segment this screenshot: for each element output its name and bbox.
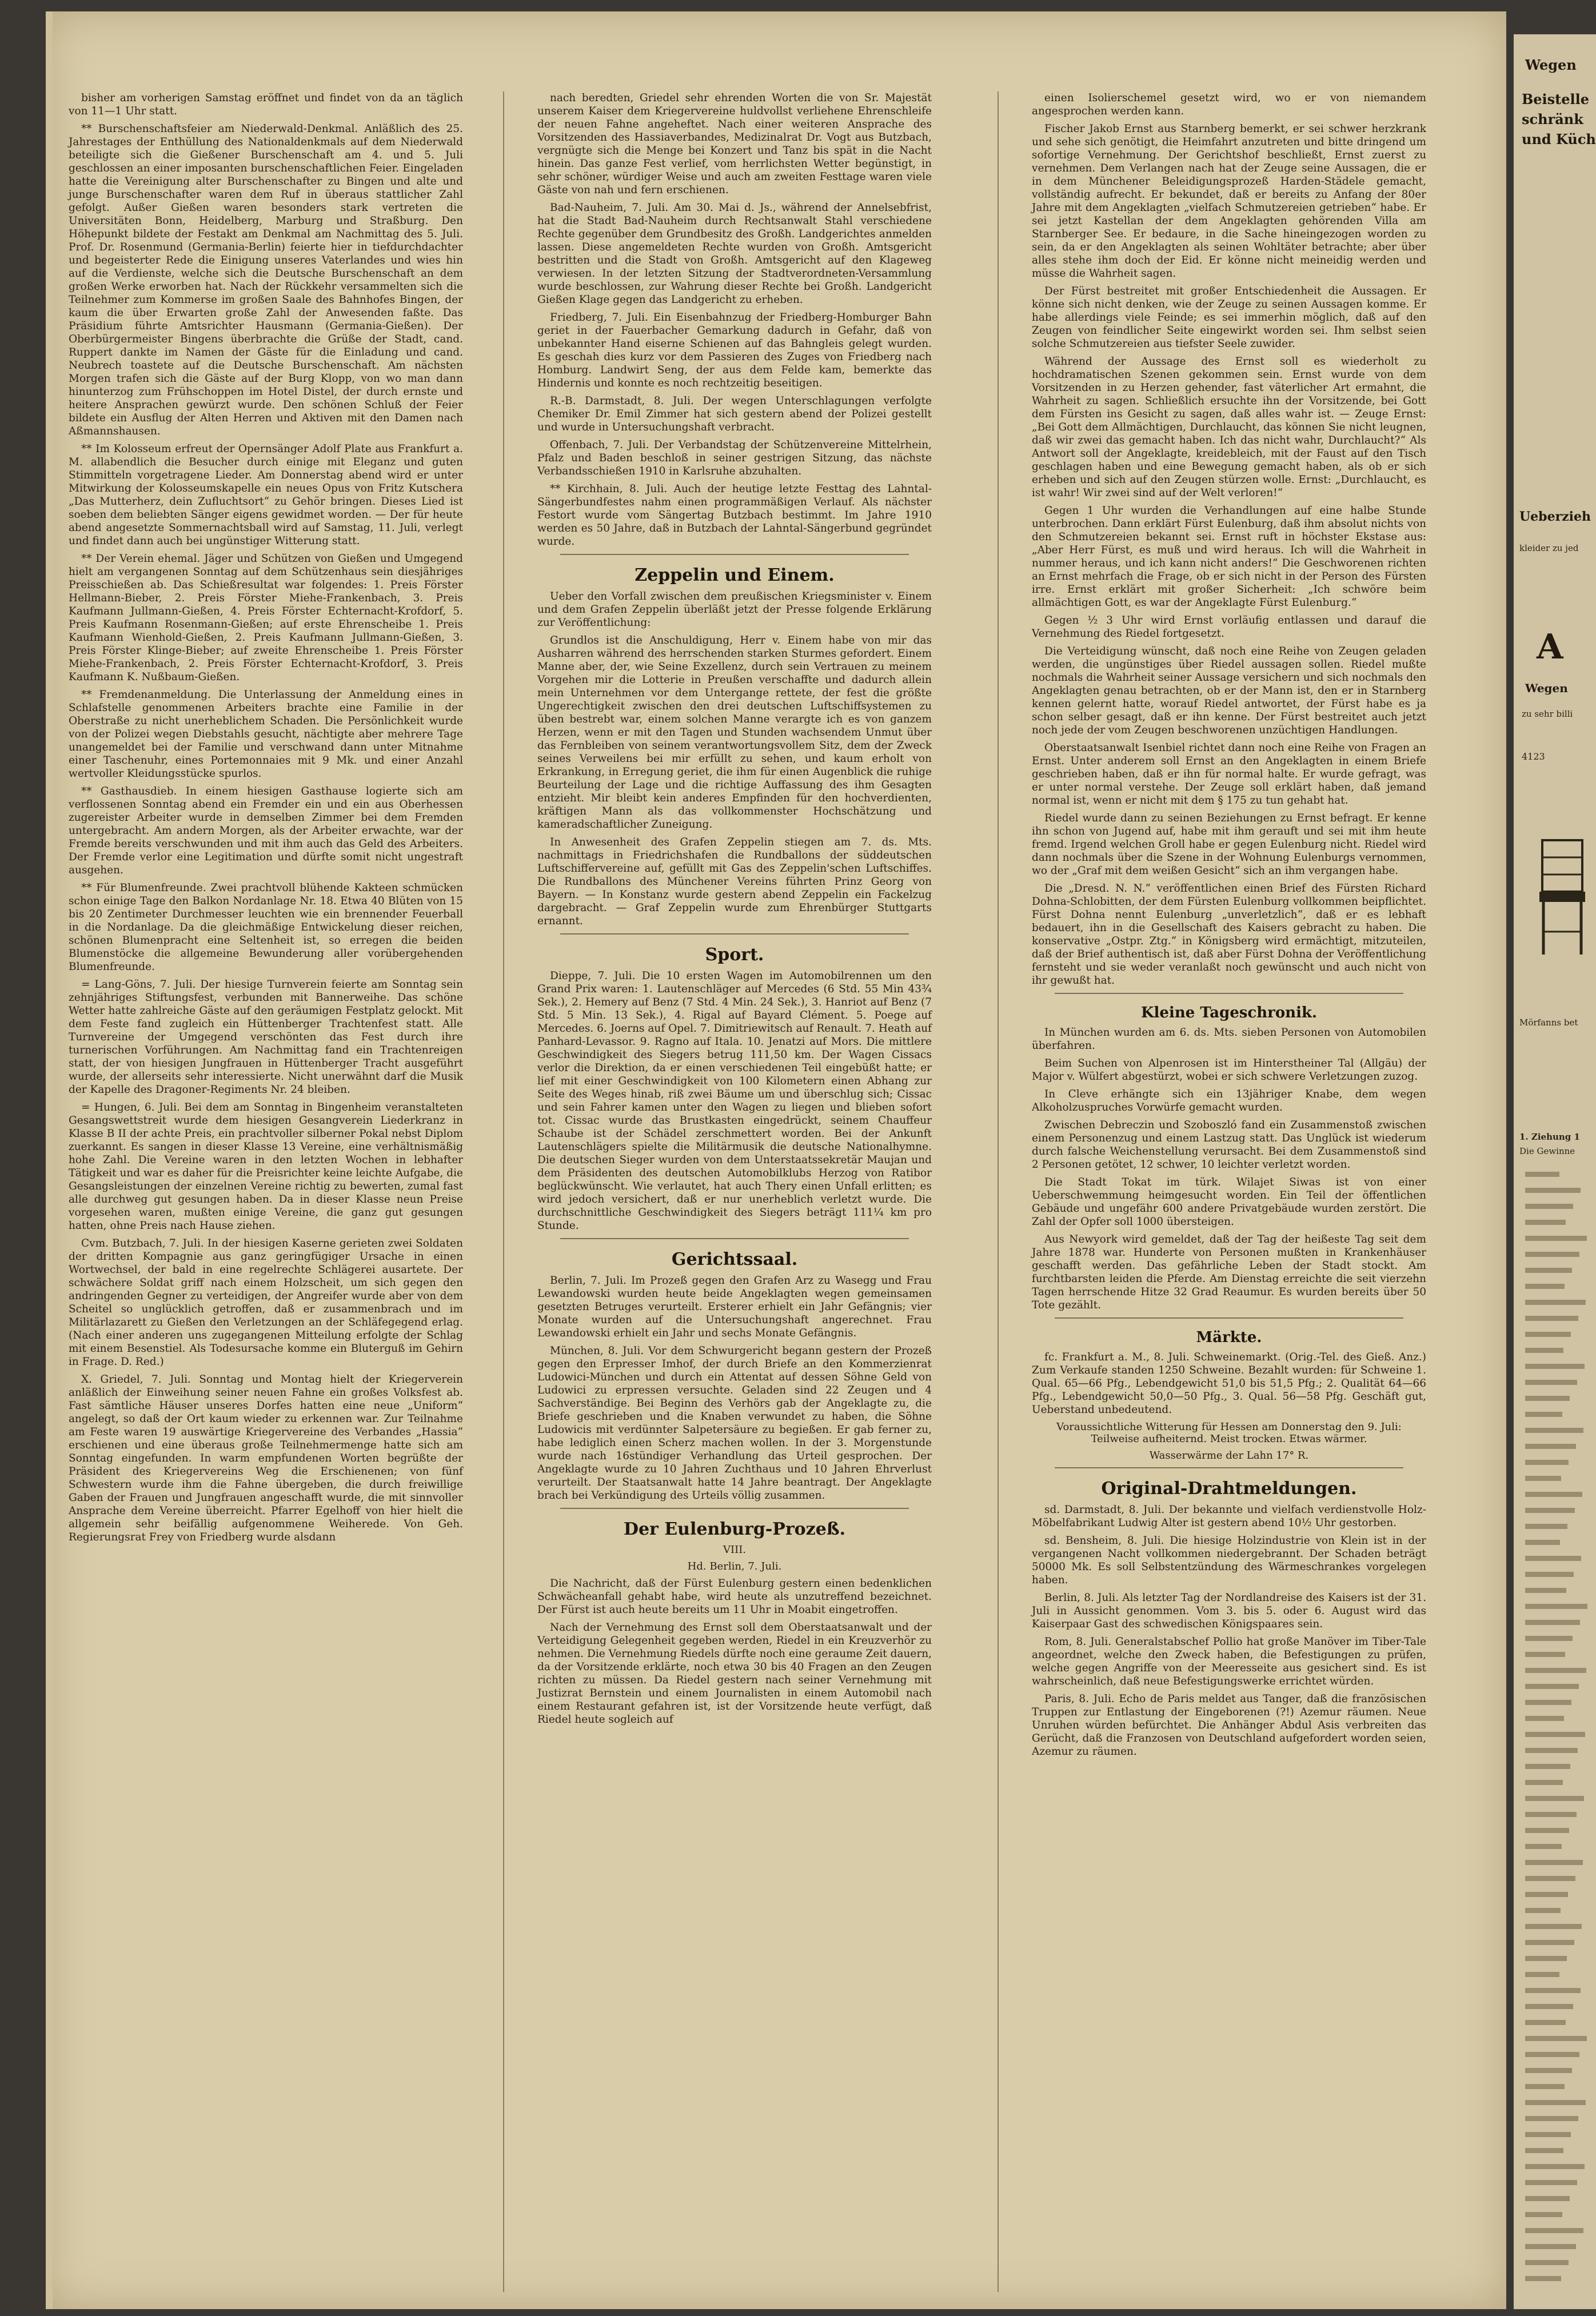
section-separator	[1055, 993, 1403, 994]
table-line	[1525, 1380, 1577, 1385]
article-paragraph: Bad-Nauheim, 7. Juli. Am 30. Mai d. Js., während der Annelsebfrist, hat die Stadt Bad-Nauheim durch Rechtsanwalt Stahl verschiedene Rechte gegenüber dem Grundbesitz des Großh. Landgerichtes anmelden lassen. Diese angemeldeten Rechte wurden von Großh. Amtsgericht bestritten und die Stadt von Großh. Amtsgericht auf den Klageweg verwiesen. In der letzten Sitzung der Stadtverordneten-Versammlung wurde beschlossen, zur Wahrung dieser Rechte bei Großh. Landgericht Gießen Klage gegen das Landgericht zu erheben.	[537, 202, 932, 306]
section-separator	[1055, 1317, 1403, 1319]
table-line	[1525, 1396, 1570, 1401]
table-line	[1525, 1652, 1565, 1657]
adjacent-page-strip	[1514, 34, 1596, 2309]
table-line	[1525, 1844, 1562, 1849]
section-heading: Der Eulenburg-Prozeß.	[623, 1519, 846, 1539]
table-line	[1525, 1828, 1569, 1833]
table-line	[1525, 1684, 1579, 1689]
strip-line: kleider zu jed	[1519, 543, 1579, 553]
table-line	[1525, 2068, 1572, 2073]
article-paragraph: Beim Suchen von Alpenrosen ist im Hinterstheiner Tal (Allgäu) der Major v. Wülfert abgestürzt, wobei er sich schwere Verletzungen zuzog.	[1032, 1057, 1426, 1083]
article-paragraph: Die Verteidigung wünscht, daß noch eine Reihe von Zeugen geladen werden, die ungünstiges über Riedel aussagen sollen. Riedel mußte nochmals die Wahrheit seiner Aussage versichern und sich nochmals den Angeklagten genau betrachten, ob er der Mann ist, den er in Starnberg kennen gelernt hatte, worauf Riedel antwortet, der Fürst habe es ja schon selber gesagt, daß er ihn kenne. Der Fürst bestreitet auch jetzt noch jede der vom Zeugen beschworenen unzüchtigen Handlungen.	[1032, 645, 1426, 736]
table-line	[1525, 2020, 1566, 2025]
table-line	[1525, 1524, 1567, 1529]
column-3	[1032, 91, 1426, 1763]
article-paragraph: Dieppe, 7. Juli. Die 10 ersten Wagen im Automobilrennen um den Grand Prix waren: 1. Lautenschläger auf Mercedes (6 Std. 55 Min 43¾ Sek.), 2. Hemery auf Benz (7 Std. 4 Min. 24 Sek.), 3. Hanriot auf Benz (7 Std. 5 Min. 13 Sek.), 4. Rigal auf Bayard Clément. 5. Poege auf Mercedes. 6. Joerns auf Opel. 7. Dimitriewitsch auf Renault. 7. Heath auf Panhard-Levassor. 9. Ragno auf Itala. 10. Jenatzi auf Mors. Die mittlere Geschwindigkeit des Siegers betrug 111,50 km. Der Wagen Cissacs verlor die Direktion, da er einen verschiedenen Teil eingebüßt hatte; er lief mit einer Geschwindigkeit von 100 Kilometern einen Abhang zur Seite des Weges hinab, riß zwei Bäume um und überschlug sich; Cissac und sein Fahrer kamen unter den Wagen zu liegen und blieben sofort tot. Cissac wurde das Brustkasten eingedrückt, seinem Chauffeur Schaube ist der Schädel zerschmettert worden. Bei der Ankunft Lautenschlägers spielte die Militärmusik die deutsche Nationalhymne. Die deutschen Sieger wurden von dem Unterstaatssekretär Maujan und dem Präsidenten des deutschen Automobilklubs Herzog von Ratibor beglückwünscht. Wie verlautet, hat auch Thery einen Unfall erlitten; es wird jedoch versichert, daß er nur unerheblich verletzt wurde. Die durchschnittliche Geschwindigkeit des Siegers beträgt 111¼ km pro Stunde.	[537, 970, 932, 1232]
strip-list-sub: Die Gewinne	[1519, 1146, 1575, 1156]
table-line	[1525, 1316, 1578, 1321]
table-line	[1525, 1460, 1569, 1465]
table-line	[1525, 1892, 1568, 1897]
table-line	[1525, 1780, 1563, 1785]
section-subheading: VIII.	[723, 1544, 747, 1556]
table-line	[1525, 2148, 1563, 2153]
table-line	[1525, 1972, 1559, 1977]
article-paragraph: Aus Newyork wird gemeldet, daß der Tag der heißeste Tag seit dem Jahre 1878 war. Hunderte von Personen mußten in Krankenhäuser geschafft werden. Das gefährliche Leben der Stadt stockt. Am furchtbarsten leiden die Pferde. Am Dienstag erreichte die seit vierzehn Tagen herrschende Hitze 32 Grad Reaumur. Es wurden bereits über 50 Tote gezählt.	[1032, 1233, 1426, 1311]
strip-word: und Küch	[1522, 131, 1596, 147]
table-line	[1525, 1700, 1571, 1705]
article-paragraph: ** Gasthausdieb. In einem hiesigen Gasthause logierte sich am verflossenen Sonntag abend ein Fremder ein und ein aus Oberhessen zugereister Arbeiter wurde in demselben Zimmer bei dem Fremden untergebracht. Am andern Morgen, als der Arbeiter erwachte, war der Fremde bereits verschwunden und mit ihm auch das Geld des Arbeiters. Der Fremde verlor eine Legitimation und dürfte somit nicht ungestraft ausgehen.	[69, 785, 463, 876]
column-rule	[503, 91, 504, 2292]
table-line	[1525, 1764, 1570, 1769]
table-line	[1525, 1588, 1566, 1593]
table-line	[1525, 1876, 1575, 1881]
table-line	[1525, 1924, 1582, 1929]
section-heading: Zeppelin und Einem.	[635, 565, 835, 585]
strip-number: 4123	[1522, 751, 1545, 762]
table-line	[1525, 1956, 1567, 1961]
section-separator	[560, 1238, 909, 1239]
table-line	[1525, 1364, 1585, 1369]
weather-note: Wasserwärme der Lahn 17° R.	[1149, 1450, 1309, 1462]
article-paragraph: Nach der Vernehmung des Ernst soll dem Oberstaatsanwalt und der Verteidigung Gelegenheit gegeben werden, Riedel in ein Kreuzverhör zu nehmen. Die Vernehmung Riedels dürfte noch eine geraume Zeit dauern, da der Vorsitzende erklärte, noch etwa 30 bis 40 Fragen an den Zeugen richten zu müssen. Da Riedel gestern nach seiner Vernehmung mit Justizrat Bernstein und einem Journalisten in einem Automobil nach einem Restaurant gefahren ist, ist der Vorsitzende heute verfügt, daß Riedel heute sogleich auf	[537, 1622, 932, 1726]
article-paragraph: Gegen ½ 3 Uhr wird Ernst vorläufig entlassen und darauf die Vernehmung des Riedel fortgesetzt.	[1032, 614, 1426, 640]
table-line	[1525, 1508, 1575, 1513]
article-paragraph: = Lang-Göns, 7. Juli. Der hiesige Turnverein feierte am Sonntag sein zehnjähriges Stiftungsfest, verbunden mit Bannerweihe. Das schöne Wetter hatte zahlreiche Gäste auf den geräumigen Festplatz gelockt. Mit dem Feste fand zugleich ein Hüttenberger Trachtenfest statt. Alle Turnvereine der Umgegend verschönten das Fest durch ihre turnerischen Vorführungen. Am Nachmittag fand ein Trachtenreigen statt, der von hiesigen Jungfrauen in Hüttenberger Tracht ausgeführt wurde, der allerseits sehr interessierte. Nicht unerwähnt darf die Musik der Kapelle des Dragoner-Regiments Nr. 24 bleiben.	[69, 979, 463, 1096]
table-line	[1525, 1188, 1581, 1193]
table-line	[1525, 1220, 1566, 1225]
strip-word: schränk	[1522, 111, 1583, 127]
article-paragraph: Paris, 8. Juli. Echo de Paris meldet aus Tanger, daß die französischen Truppen zur Entlastung der Eingeborenen (?!) Azemur räumen. Neue Unruhen würden befürchtet. Die Anhänger Abdul Asis verbreiten das Gerücht, daß die Franzosen von Deutschland aufgefordert worden seien, Azemur zu räumen.	[1032, 1693, 1426, 1758]
column-rule	[998, 91, 999, 2292]
article-paragraph: ** Burschenschaftsfeier am Niederwald-Denkmal. Anläßlich des 25. Jahrestages der Enthüllung des Nationaldenkmals auf dem Niederwald beteiligte sich die Gießener Burschenschaft am 4. und 5. Juli geschlossen an einer imposanten burschenschaftlichen Feier. Eingeladen hatte die Vereinigung alter Burschenschafter zu Bingen und alte und junge Burschenschafter waren dem Ruf in überaus stattlicher Zahl gefolgt. Außer Gießen waren besonders stark vertreten die Universitäten Bonn, Heidelberg, Marburg und Straßburg. Den Höhepunkt bildete der Festakt am Denkmal am Nachmittag des 5. Juli. Prof. Dr. Rosenmund (Germania-Berlin) feierte hier in tiefdurchdachter und begeisterter Rede die Einigung unseres Vaterlandes und wies hin auf die Verdienste, welche sich die Deutsche Burschenschaft an dem großen Werke erworben hat. Nach der Rückkehr versammelten sich die Teilnehmer zum Kommerse im großen Saale des Bahnhofes Bingen, der kaum die über Erwarten große Zahl der Anwesenden faßte. Das Präsidium führte Amtsrichter Hausmann (Germania-Gießen). Der Oberbürgermeister Bingens überbrachte die Grüße der Stadt, cand. Ruppert dankte im Namen der Gäste für die Einladung und cand. Neubrech toastete auf die Deutsche Burschenschaft. Am nächsten Morgen trafen sich die Gäste auf der Burg Klopp, von wo man dann hinunterzog zum Frühschoppen im Hotel Distel, der durch ernste und heitere Ansprachen gewürzt wurde. Den schönen Schluß der Feier bildete ein Ausflug der Alten Herren und Aktiven mit den Damen nach Aßmannshausen.	[69, 123, 463, 437]
article-paragraph: ** Der Verein ehemal. Jäger und Schützen von Gießen und Umgegend hielt am vergangenen Sonntag auf dem Schützenhaus sein diesjähriges Preisschießen ab. Das Schießresultat war folgendes: 1. Preis Förster Hellmann-Bieber, 2. Preis Förster Miehe-Frankenbach, 3. Preis Kaufmann Jullmann-Gießen, 4. Preis Förster Echternacht-Krofdorf, 5. Preis Kaufmann Rosenmann-Gießen; auf erste Ehrenscheibe 1. Preis Kaufmann Wienhold-Gießen, 2. Preis Kaufmann Jullmann-Gießen, 3. Preis Förster Klinge-Bieber; auf zweite Ehrenscheibe 1. Preis Förster Miehe-Frankenbach, 2. Preis Förster Echternacht-Krofdorf, 3. Preis Kaufmann K. Nußbaum-Gießen.	[69, 553, 463, 683]
table-line	[1525, 1732, 1585, 1737]
article-paragraph: einen Isolierschemel gesetzt wird, wo er von niemandem angesprochen werden kann.	[1032, 92, 1426, 117]
section-heading: Sport.	[705, 945, 764, 965]
table-line	[1525, 1428, 1583, 1433]
table-line	[1525, 2228, 1583, 2233]
article-paragraph: Die „Dresd. N. N.“ veröffentlichen einen Brief des Fürsten Richard Dohna-Schlobitten, der dem Fürsten Eulenburg vollkommen beipflichtet. Fürst Dohna nennt Eulenburg „unverletzlich“, daß er es lebhaft bedauert, ihn in die Gesellschaft des Kaisers gebracht zu haben. Die konservative „Ostpr. Ztg.“ in Königsberg wird ermächtigt, mitzuteilen, daß der Brief authentisch ist, daß aber Fürst Dohna der Veröffentlichung fernsteht und sie weder veranlaßt noch gewünscht und auch nicht von ihr gewußt hat.	[1032, 883, 1426, 987]
table-line	[1525, 1348, 1563, 1353]
page-fold	[46, 11, 53, 2309]
article-paragraph: ** Fremdenanmeldung. Die Unterlassung der Anmeldung eines in Schlafstelle genommenen Arbeiters brachte eine Familie in der Oberstraße zu nicht unerheblichem Schaden. Die Persönlichkeit wurde von der Polizei wegen Diebstahls gesucht, nächtigte aber mehrere Tage unangemeldet bei der Familie und verschwand dann unter Mitnahme einer Taschenuhr, eines Portemonnaies mit 9 Mk. und einer Anzahl wertvoller Kleidungsstücke spurlos.	[69, 689, 463, 780]
table-line	[1525, 1556, 1581, 1561]
strip-initial: A	[1537, 627, 1563, 667]
section-separator	[560, 554, 909, 555]
table-line	[1525, 1268, 1572, 1273]
section-heading: Märkte.	[1196, 1329, 1262, 1346]
strip-word: Beistelle	[1522, 91, 1590, 107]
table-line	[1525, 1412, 1562, 1417]
article-paragraph: Gegen 1 Uhr wurden die Verhandlungen auf eine halbe Stunde unterbrochen. Dann erklärt Fürst Eulenburg, daß ihm absolut nichts von den Schmutzereien bekannt sei. Ernst ruft in höchster Ekstase aus: „Aber Herr Fürst, es muß und wird heraus. Ich will die Wahrheit in nummer heraus, und ich kann nicht anders!“ Die Geschworenen richten an Ernst mehrfach die Frage, ob er sich nicht in der Person des Fürsten irre. Ernst erklärt mit großer Sicherheit: „Ich schwöre beim allmächtigen Gott, es war der Angeklagte Fürst Eulenburg.“	[1032, 505, 1426, 609]
table-line	[1525, 2084, 1565, 2089]
column-2	[537, 91, 932, 1731]
section-subheading: Hd. Berlin, 7. Juli.	[687, 1560, 782, 1572]
article-paragraph: ** Für Blumenfreunde. Zwei prachtvoll blühende Kakteen schmücken schon einige Tage den Balkon Nordanlage Nr. 18. Etwa 40 Blüten von 15 bis 20 Zentimeter Durchmesser leuchten wie ein brennender Feuerball in die Nordanlage. Da die gleichmäßige Entwickelung dieser reichen, schönen Blumenpracht eine Seltenheit ist, so erregen die beiden Blumenstöcke die allgemeine Bewunderung aller vorübergehenden Blumenfreunde.	[69, 882, 463, 973]
article-paragraph: ** Kirchhain, 8. Juli. Auch der heutige letzte Festtag des Lahntal-Sängerbundfestes nahm einen programmäßigen Verlauf. Als nächster Festort wurde vom Sängertag Butzbach bestimmt. Im Jahre 1910 werden es 50 Jahre, daß in Butzbach der Lahntal-Sängerbund gegründet wurde.	[537, 483, 932, 548]
section-separator	[1055, 1467, 1403, 1468]
section-heading: Kleine Tageschronik.	[1140, 1004, 1318, 1021]
article-paragraph: Cvm. Butzbach, 7. Juli. In der hiesigen Kaserne gerieten zwei Soldaten der dritten Kompagnie aus ganz geringfügiger Ursache in einen Wortwechsel, der bald in eine regelrechte Schlägerei ausartete. Der schwächere Soldat griff nach einem Holzscheit, um sich gegen den andringenden Gegner zu verteidigen, der Angreifer wurde aber von dem Scheitel so unglücklich getroffen, daß er zusammenbrach und im Militärlazarett zu Gießen den Verletzungen an der Schläfegegend erlag. (Nach einer anderen uns zugegangenen Mitteilung erfolgte der Schlag mit einem Besenstiel. Als Todesursache komme ein Bluterguß im Gehirn in Frage. D. Red.)	[69, 1237, 463, 1368]
article-paragraph: X. Griedel, 7. Juli. Sonntag und Montag hielt der Kriegerverein anläßlich der Einweihung seiner neuen Fahne ein großes Volksfest ab. Fast sämtliche Häuser unseres Dorfes hatten eine neue „Uniform“ angelegt, so daß der Ort kaum wieder zu erkennen war. Zur Teilnahme am Feste waren 19 auswärtige Kriegervereine des Verbandes „Hassia“ erschienen und eine überaus große Teilnehmermenge hatte sich am Sonntag eingefunden. In warm empfundenen Worten begrüßte der Präsident des Kriegervereins Weg die Erschienenen; von fünf Schwestern wurde ihm die Fahne übergeben, die durch freiwillige Gaben der Frauen und Jungfrauen angeschafft wurde, die mit sinnvoller Ansprache dem Vereine überreicht. Pfarrer Egelhoff von hier hielt die allgemein sehr beifällig aufgenommene Weiherede. Von Geh. Regierungsrat Frey von Friedberg wurde alsdann	[69, 1373, 463, 1543]
table-line	[1525, 1236, 1587, 1241]
table-line	[1525, 1492, 1582, 1497]
table-line	[1525, 2180, 1577, 2185]
table-line	[1525, 2212, 1562, 2217]
table-line	[1525, 2052, 1579, 2057]
section-separator	[560, 933, 909, 935]
article-paragraph: Fischer Jakob Ernst aus Starnberg bemerkt, er sei schwer herzkrank und sehe sich genötigt, die Heimfahrt anzutreten und bitte dringend um sofortige Vernehmung. Der Gerichtshof beschließt, Ernst zuerst zu vernehmen. Dem Verlangen nach hat der Zeuge seine Aussagen, die er in dem Münchener Beleidigungsprozeß Harden-Städele gemacht, vollständig aufrecht. Er bekundet, daß er bereits zu Anfang der 80er Jahre mit dem Angeklagten „vielfach Schmutzereien getrieben“ habe. Er sei jetzt Kastellan der dem Angeklagten gehörenden Villa am Starnberger See. Er bedaure, in die Sache hineingezogen worden zu sein, da er den Angeklagten als seinen Wohltäter betrachte; aber über alles stehe ihm doch der Eid. Er könne nicht meineidig werden und müsse die Wahrheit sagen.	[1032, 123, 1426, 279]
table-line	[1525, 1476, 1561, 1481]
table-line	[1525, 1540, 1560, 1545]
article-paragraph: = Hungen, 6. Juli. Bei dem am Sonntag in Bingenheim veranstalteten Gesangswettstreit wurde dem hiesigen Gesangverein Liederkranz in Klasse B II der achte Preis, ein prachtvoller silberner Pokal nebst Diplom zuerkannt. Es sangen in dieser Klasse 13 Vereine, eine verhältnismäßig hohe Zahl. Die Vereine waren in den letzten Wochen in lebhafter Tätigkeit und war es daher für die Preisrichter keine leichte Aufgabe, die Gesangsleistungen der einzelnen Vereine richtig zu bewerten, zumal fast alle durchweg gut gesungen haben. Da in dieser Klasse neun Preise vorgesehen waren, mußten einige Vereine, die ganz gut gesungen hatten, ohne Preis nach Hause ziehen.	[69, 1101, 463, 1232]
table-line	[1525, 2260, 1569, 2265]
table-line	[1525, 1716, 1564, 1721]
table-line	[1525, 1172, 1559, 1177]
article-paragraph: In München wurden am 6. ds. Mts. sieben Personen von Automobilen überfahren.	[1032, 1027, 1426, 1052]
article-paragraph: nach beredten, Griedel sehr ehrenden Worten die von Sr. Majestät unserem Kaiser dem Kriegervereine huldvollst verliehene Ehrenschleife der neuen Fahne angeheftet. Nach einer weiteren Ansprache des Vorsitzenden des Hassiaverbandes, Medizinalrat Dr. Vogt aus Butzbach, vergnügte sich die Menge bei Konzert und Tanz bis spät in die Nacht hinein. Das ganze Fest verlief, vom herrlichsten Wetter begünstigt, in sehr schöner, würdiger Weise und auch am zweiten Festtage waren viele Gäste von nah und fern erschienen.	[537, 92, 932, 196]
newspaper-page	[46, 11, 1506, 2309]
article-paragraph: R.-B. Darmstadt, 8. Juli. Der wegen Unterschlagungen verfolgte Chemiker Dr. Emil Zimmer hat sich gestern abend der Polizei gestellt und wurde in Untersuchungshaft verbracht.	[537, 395, 932, 433]
section-heading: Original-Drahtmeldungen.	[1101, 1479, 1357, 1499]
table-line	[1525, 2244, 1576, 2249]
table-line	[1525, 2116, 1578, 2121]
strip-word: Ueberzieh	[1519, 509, 1591, 524]
column-1	[69, 91, 463, 1548]
table-line	[1525, 1636, 1573, 1641]
table-line	[1525, 2132, 1571, 2137]
article-paragraph: In Cleve erhängte sich ein 13jähriger Knabe, dem wegen Alkoholzuspruches Vorwürfe gemacht wurden.	[1032, 1088, 1426, 1113]
article-paragraph: Offenbach, 7. Juli. Der Verbandstag der Schützenvereine Mittelrhein, Pfalz und Baden beschloß in seiner gestrigen Sitzung, das nächste Verbandsschießen 1910 in Karlsruhe abzuhalten.	[537, 439, 932, 477]
table-line	[1525, 1332, 1571, 1337]
article-paragraph: Die Nachricht, daß der Fürst Eulenburg gestern einen bedenklichen Schwächeanfall gehabt habe, wird heute als unzutreffend bezeichnet. Der Fürst ist auch heute bereits um 11 Uhr in Moabit eingetroffen.	[537, 1578, 932, 1616]
section-heading: Gerichtssaal.	[671, 1249, 798, 1269]
article-paragraph: Der Fürst bestreitet mit großer Entschiedenheit die Aussagen. Er könne sich nicht denken, wie der Zeuge zu seinen Aussagen komme. Er habe allerdings viele Feinde; es sei immerhin möglich, daß auf den Zeugen von feindlicher Seite eingewirkt worden sei. Ihm selbst seien solche Schmutzereien aus tiefster Seele zuwider.	[1032, 285, 1426, 350]
strip-caption: Mörfanns bet	[1519, 1017, 1578, 1028]
table-line	[1525, 1284, 1565, 1289]
strip-word: Wegen	[1525, 57, 1577, 73]
table-line	[1525, 1812, 1577, 1817]
table-line	[1525, 2196, 1570, 2201]
article-paragraph: Friedberg, 7. Juli. Ein Eisenbahnzug der Friedberg-Homburger Bahn geriet in der Fauerbacher Gemarkung dadurch in Gefahr, daß von unbekannter Hand eiserne Schienen auf das Bahngleis gelegt wurden. Es geschah dies kurz vor dem Passieren des Zuges von Friedberg nach Homburg. Landwirt Seng, der aus dem Felde kam, bemerkte das Hindernis und konnte es noch rechtzeitig beseitigen.	[537, 312, 932, 389]
table-line	[1525, 2100, 1586, 2105]
article-paragraph: ** Im Kolosseum erfreut der Opernsänger Adolf Plate aus Frankfurt a. M. allabendlich die Besucher durch einige mit Eleganz und guten Stimmitteln vorgetragene Lieder. Am Donnerstag abend wird er unter Mitwirkung der Kolosseumskapelle ein neues Opus von Fritz Kutschera „Das Mutterherz, dein Zufluchtsort“ zu Gehör bringen. Dieses Lied ist soeben dem beliebten Sänger eigens gewidmet worden. — Der für heute abend angesetzte Sommernachtsball wird auf Samstag, 11. Juli, verlegt und findet dann auch bei ungünstiger Witterung statt.	[69, 443, 463, 547]
strip-list-title: 1. Ziehung 1	[1519, 1132, 1580, 1142]
article-paragraph: Riedel wurde dann zu seinen Beziehungen zu Ernst befragt. Er kenne ihn schon von Jugend auf, habe mit ihm gerauft und sei mit ihm heute fremd. Irgend welchen Groll habe er gegen Eulenburg nicht. Riedel wird dann nochmals über die Szene in der Wohnung Eulenburgs vernommen, wo der „Graf mit dem weißen Gesicht“ sich an ihm vergangen habe.	[1032, 812, 1426, 877]
table-line	[1525, 2164, 1585, 2169]
article-paragraph: Berlin, 8. Juli. Als letzter Tag der Nordlandreise des Kaisers ist der 31. Juli in Aussicht genommen. Vom 3. bis 5. oder 6. August wird das Kaiserpaar Gast des schwedischen Königspaares sein.	[1032, 1592, 1426, 1630]
table-line	[1525, 1908, 1561, 1913]
table-line	[1525, 1252, 1579, 1257]
table-line	[1525, 1620, 1580, 1625]
article-paragraph: bisher am vorherigen Samstag eröffnet und findet von da an täglich von 11—1 Uhr statt.	[69, 92, 463, 117]
table-line	[1525, 1860, 1583, 1865]
strip-line: zu sehr billi	[1522, 709, 1573, 719]
article-paragraph: Berlin, 7. Juli. Im Prozeß gegen den Grafen Arz zu Wasegg und Frau Lewandowski wurden heute beide Angeklagten wegen gemeinsamen gesetzten Betruges verurteilt. Ersterer erhielt ein Jahr Gefängnis; vier Monate wurden auf die Untersuchungshaft angerechnet. Frau Lewandowski erhielt ein Jahr und sechs Monate Gefängnis.	[537, 1275, 932, 1339]
weather-note: Voraussichtliche Witterung für Hessen am Donnerstag den 9. Juli: Teilweise aufheiternd. Meist trocken. Etwas wärmer.	[1056, 1421, 1402, 1445]
strip-word: Wegen	[1525, 681, 1568, 695]
table-line	[1525, 1604, 1587, 1609]
article-paragraph: In Anwesenheit des Grafen Zeppelin stiegen am 7. ds. Mts. nachmittags in Friedrichshafen die Rundballons der süddeutschen Luftschiffervereine auf, gefüllt mit Gas des Zeppelin'schen Luftschiffes. Die Rundballons des Münchener Vereins führten Prinz Georg von Bayern. — In Konstanz wurde gestern abend Zeppelin ein Fackelzug dargebracht. — Graf Zeppelin wurde zum Ehrenbürger Stuttgarts ernannt.	[537, 836, 932, 927]
table-line	[1525, 1300, 1586, 1305]
article-paragraph: Die Stadt Tokat im türk. Wilajet Siwas ist von einer Ueberschwemmung heimgesucht worden. Ein Teil der öffentlichen Gebäude und ungefähr 600 andere Privatgebäude wurden zerstört. Die Zahl der Opfer soll 1000 übersteigen.	[1032, 1176, 1426, 1228]
article-paragraph: Zwischen Debreczin und Szoboszló fand ein Zusammenstoß zwischen einem Personenzug und einem Lastzug statt. Das Unglück ist wiederum durch falsche Weichenstellung verursacht. Bei dem Zusammenstoß sind 2 Personen getötet, 12 schwer, 10 leichter verletzt worden.	[1032, 1119, 1426, 1171]
table-line	[1525, 1572, 1574, 1577]
section-separator	[560, 1508, 909, 1509]
article-paragraph: Oberstaatsanwalt Isenbiel richtet dann noch eine Reihe von Fragen an Ernst. Unter anderem soll Ernst an den Angeklagten in einem Briefe geschrieben haben, daß er ihn für normal halte. Er wurde gefragt, was er unter normal verstehe. Der Zeuge soll erklärt haben, daß jemand normal ist, wenn er nicht mit dem § 175 zu tun gehabt hat.	[1032, 742, 1426, 806]
table-line	[1525, 1988, 1581, 1993]
table-line	[1525, 1668, 1586, 1673]
article-paragraph: Grundlos ist die Anschuldigung, Herr v. Einem habe von mir das Ausharren während des herrschenden starken Sturmes gefordert. Einem Manne aber, der, wie Seine Exzellenz, durch sein Vertrauen zu meinem Vorgehen mir die Lotterie in Preußen verschaffte und dadurch allein mein Unternehmen vor dem Untergange rettete, der fest die größte Ungerechtigkeit zwischen den drei deutschen Luftschiffsystemen zu üben bestrebt war, einem solchen Manne verargte ich es von ganzem Herzen, wenn er mit den Tagen und Stunden wachsendem Unmut über das Fernbleiben von seinem verantwortungsvollem Sitz, dem der Zweck seines Verweilens bei mir erfüllt zu sehen, und kaum erholt von Erkrankung, in Erregung geriet, die ihm für einen Augenblick die ruhige Beurteilung der Lage und die richtige Auffassung des ihm Gesagten entzieht. Mir bleibt kein anderes Empfinden für den hochverdienten, kräftigen Mann als das vollkommenster Hochschätzung und kameradschaftlicher Zuneigung.	[537, 634, 932, 830]
table-line	[1525, 1748, 1578, 1753]
table-line	[1525, 2004, 1573, 2009]
table-line	[1525, 1796, 1584, 1801]
article-paragraph: sd. Darmstadt, 8. Juli. Der bekannte und vielfach verdienstvolle Holz-Möbelfabrikant Ludwig Alter ist gestern abend 10½ Uhr gestorben.	[1032, 1504, 1426, 1529]
article-paragraph: München, 8. Juli. Vor dem Schwurgericht begann gestern der Prozeß gegen den Erpresser Imhof, der durch Briefe an den Kommerzienrat Ludowici-München und durch ein Attentat auf dessen Söhne Geld von Ludowici zu erpressen versuchte. Geladen sind 22 Zeugen und 4 Sachverständige. Bei Beginn des Verhörs gab der Angeklagte zu, die Briefe geschrieben und die Knaben verwundet zu haben, die Söhne Ludowicis mit verdünnter Salpetersäure zu begießen. Er gab ferner zu, habe lediglich einen Scherz machen wollen. In der 3. Morgenstunde wurde nach 16stündiger Verhandlung das Urteil gesprochen. Der Angeklagte wurde zu 10 Jahren Zuchthaus und 10 Jahren Ehrverlust verurteilt. Der Staatsanwalt hatte 14 Jahre beantragt. Der Angeklagte brach bei Verkündigung des Urteils völlig zusammen.	[537, 1345, 932, 1502]
table-line	[1525, 1204, 1573, 1209]
article-paragraph: Rom, 8. Juli. Generalstabschef Pollio hat große Manöver im Tiber-Tale angeordnet, welche den Zweck haben, die Befestigungen zu prüfen, welche gegen Angriffe von der Meeresseite aus gesichert sind. Es ist wahrscheinlich, daß neue Befestigungswerke errichtet würden.	[1032, 1636, 1426, 1687]
table-line	[1525, 2036, 1587, 2041]
table-line	[1525, 1444, 1576, 1449]
table-line	[1525, 1940, 1574, 1945]
table-line	[1525, 2276, 1561, 2281]
article-paragraph: fc. Frankfurt a. M., 8. Juli. Schweinemarkt. (Orig.-Tel. des Gieß. Anz.) Zum Verkaufe standen 1250 Schweine. Bezahlt wurden: für Schweine 1. Qual. 65—66 Pfg., Lebendgewicht 51,0 bis 51,5 Pfg.; 2. Qualität 64—66 Pfg., Lebendgewicht 50,0—50 Pfg., 3. Qual. 56—58 Pfg. Geschäft gut, Ueberstand unbedeutend.	[1032, 1351, 1426, 1416]
article-paragraph: sd. Bensheim, 8. Juli. Die hiesige Holzindustrie von Klein ist in der vergangenen Nacht vollkommen niedergebrannt. Der Schaden beträgt 50000 Mk. Es soll Selbstentzündung des Wärmeschrankes vorgelegen haben.	[1032, 1535, 1426, 1586]
article-paragraph: Während der Aussage des Ernst soll es wiederholt zu hochdramatischen Szenen gekommen sein. Ernst wurde von dem Vorsitzenden in zu Herzen gehender, fast väterlicher Art ermahnt, die Wahrheit zu sagen. Schließlich ersuchte ihn der Vorsitzende, bei Gott dem Fürsten ins Gesicht zu sagen, daß alles wahr ist. — Zeuge Ernst: „Bei Gott dem Allmächtigen, Durchlaucht, das können Sie nicht leugnen, daß wir zwei das gemacht haben. Ich das nicht wahr, Durchlaucht?“ Als Antwort soll der Angeklagte, kreidebleich, mit der Faust auf den Tisch geschlagen haben und eine Bewegung gemacht haben, als ob er sich erheben und sich auf den Zeugen stürzen wolle. Ernst: „Durchlaucht, es ist wahr! Wir zwei sind auf der Welt verloren!“	[1032, 356, 1426, 499]
chair-illustration-icon	[1537, 834, 1588, 960]
article-paragraph: Ueber den Vorfall zwischen dem preußischen Kriegsminister v. Einem und dem Grafen Zeppelin überläßt jetzt der Presse folgende Erklärung zur Veröffentlichung:	[537, 590, 932, 629]
